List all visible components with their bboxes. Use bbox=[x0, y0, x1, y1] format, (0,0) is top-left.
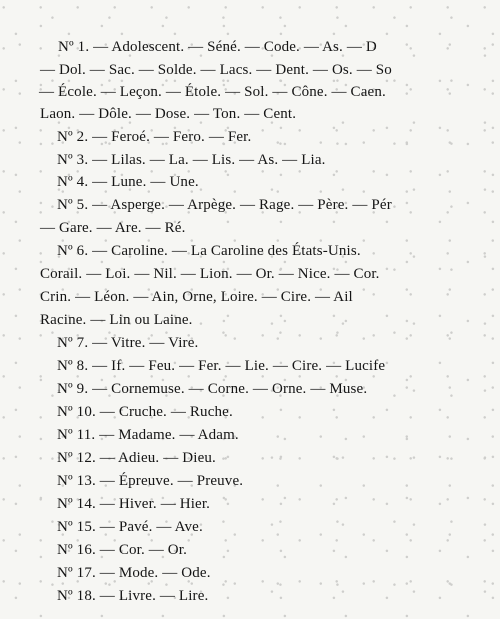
text-line: Nº 7. — Vitre. — Vire. bbox=[57, 335, 199, 351]
text-line: Nº 9. — Cornemuse. — Corne. — Orne. — Muse. bbox=[57, 381, 368, 397]
text-line: Nº 13. — Épreuve. — Preuve. bbox=[57, 473, 244, 489]
text-line: Nº 1. — Adolescent. — Séné. — Code. — As. — D bbox=[58, 39, 377, 55]
text-line: Nº 15. — Pavé. — Ave. bbox=[57, 519, 203, 535]
text-line: Laon. — Dôle. — Dose. — Ton. — Cent. bbox=[40, 106, 297, 122]
text-line: — École. — Leçon. — Étole. — Sol. — Cône. — Caen. bbox=[39, 84, 386, 100]
text-line: — Gare. — Are. — Ré. bbox=[40, 220, 186, 236]
text-line: Racine. — Lin ou Laine. bbox=[40, 312, 193, 328]
text-line: Nº 3. — Lilas. — La. — Lis. — As. — Lia. bbox=[57, 152, 326, 168]
text-line: Crin. — Léon. — Ain, Orne, Loire. — Cire. — Ail bbox=[40, 289, 353, 305]
text-line: Nº 17. — Mode. — Ode. bbox=[57, 565, 211, 581]
text-line: — Dol. — Sac. — Solde. — Lacs. — Dent. — Os. — So bbox=[40, 62, 392, 78]
text-line: Nº 16. — Cor. — Or. bbox=[57, 542, 188, 558]
text-line: Nº 12. — Adieu. — Dieu. bbox=[57, 450, 216, 466]
text-line: Nº 10. — Cruche. — Ruche. bbox=[57, 404, 233, 420]
text-line: Nº 2. — Feroé. — Fero. — Fer. bbox=[57, 129, 252, 145]
text-line: Nº 5. — Asperge. — Arpège. — Rage. — Père. — Pér bbox=[57, 197, 392, 213]
text-line: Nº 6. — Caroline. — La Caroline des États-Unis. bbox=[57, 243, 361, 259]
text-line: Nº 14. — Hiver. — Hier. bbox=[57, 496, 211, 512]
text-line: Nº 4. — Lune. — Une. bbox=[57, 174, 199, 190]
text-line: Corail. — Loi. — Nil. — Lion. — Or. — Nice. — Cor. bbox=[40, 266, 380, 282]
text-line: Nº 11. — Madame. — Adam. bbox=[57, 427, 239, 443]
text-line: Nº 18. — Livre. — Lire. bbox=[57, 588, 209, 604]
text-line: Nº 8. — If. — Feu. — Fer. — Lie. — Cire. — Lucife bbox=[57, 358, 386, 374]
